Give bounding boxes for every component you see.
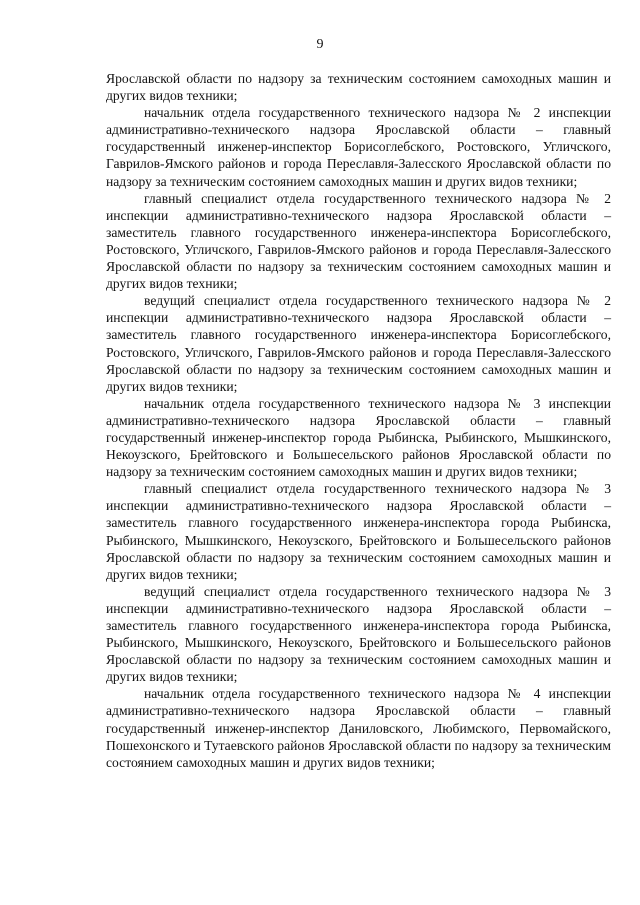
paragraph: главный специалист отдела государственного технического надзора № 3 инспекции административно-технического надзора Ярославской области – заместитель главного государственного инженера-инспектора города Рыбинска, Рыбинского, Мышкинского, Некоузского, Брейтовского и Большесельского районов Ярославской области по надзору за техническим состоянием самоходных машин и других видов техники;: [106, 481, 611, 582]
paragraph: главный специалист отдела государственного технического надзора № 2 инспекции административно-технического надзора Ярославской области – заместитель главного государственного инженера-инспектора Борисоглебского, Ростовского, Угличского, Гаврилов-Ямского районов и города Переславля-Залесского Ярославской области по надзору за техническим состоянием самоходных машин и других видов техники;: [106, 190, 611, 292]
paragraph: начальник отдела государственного технического надзора № 2 инспекции административно-технического надзора Ярославской области – главный государственный инженер-инспектор Борисоглебского, Ростовского, Угличского, Гаврилов-Ямского районов и города Переславля-Залесского Ярославской области по надзору за техническим состоянием самоходных машин и других видов техники;: [106, 105, 611, 189]
paragraph: ведущий специалист отдела государственного технического надзора № 2 инспекции административно-технического надзора Ярославской области – заместитель главного государственного инженера-инспектора Борисоглебского, Ростовского, Угличского, Гаврилов-Ямского районов и города Переславля-Залесского Ярославской области по надзору за техническим состоянием самоходных машин и других видов техники;: [106, 293, 611, 394]
document-body: [106, 70, 611, 771]
paragraph: начальник отдела государственного технического надзора № 4 инспекции административно-технического надзора Ярославской области – главный государственный инженер-инспектор Даниловского, Любимского, Первомайского, Пошехонского и Тутаевского районов Ярославской области по надзору за техническим состоянием самоходных машин и других видов техники;: [106, 686, 611, 770]
page-number: 9: [316, 37, 324, 52]
paragraph: начальник отдела государственного технического надзора № 3 инспекции административно-технического надзора Ярославской области – главный государственный инженер-инспектор города Рыбинска, Рыбинского, Мышкинского, Некоузского, Брейтовского и Большесельского районов Ярославской области по надзору за техническим состоянием самоходных машин и других видов техники;: [106, 395, 611, 480]
paragraph: ведущий специалист отдела государственного технического надзора № 3 инспекции административно-технического надзора Ярославской области – заместитель главного государственного инженера-инспектора города Рыбинска, Рыбинского, Мышкинского, Некоузского, Брейтовского и Большесельского районов Ярославской области по надзору за техническим состоянием самоходных машин и других видов техники;: [106, 583, 611, 685]
paragraph: Ярославской области по надзору за техническим состоянием самоходных машин и других видов техники;: [106, 71, 611, 104]
